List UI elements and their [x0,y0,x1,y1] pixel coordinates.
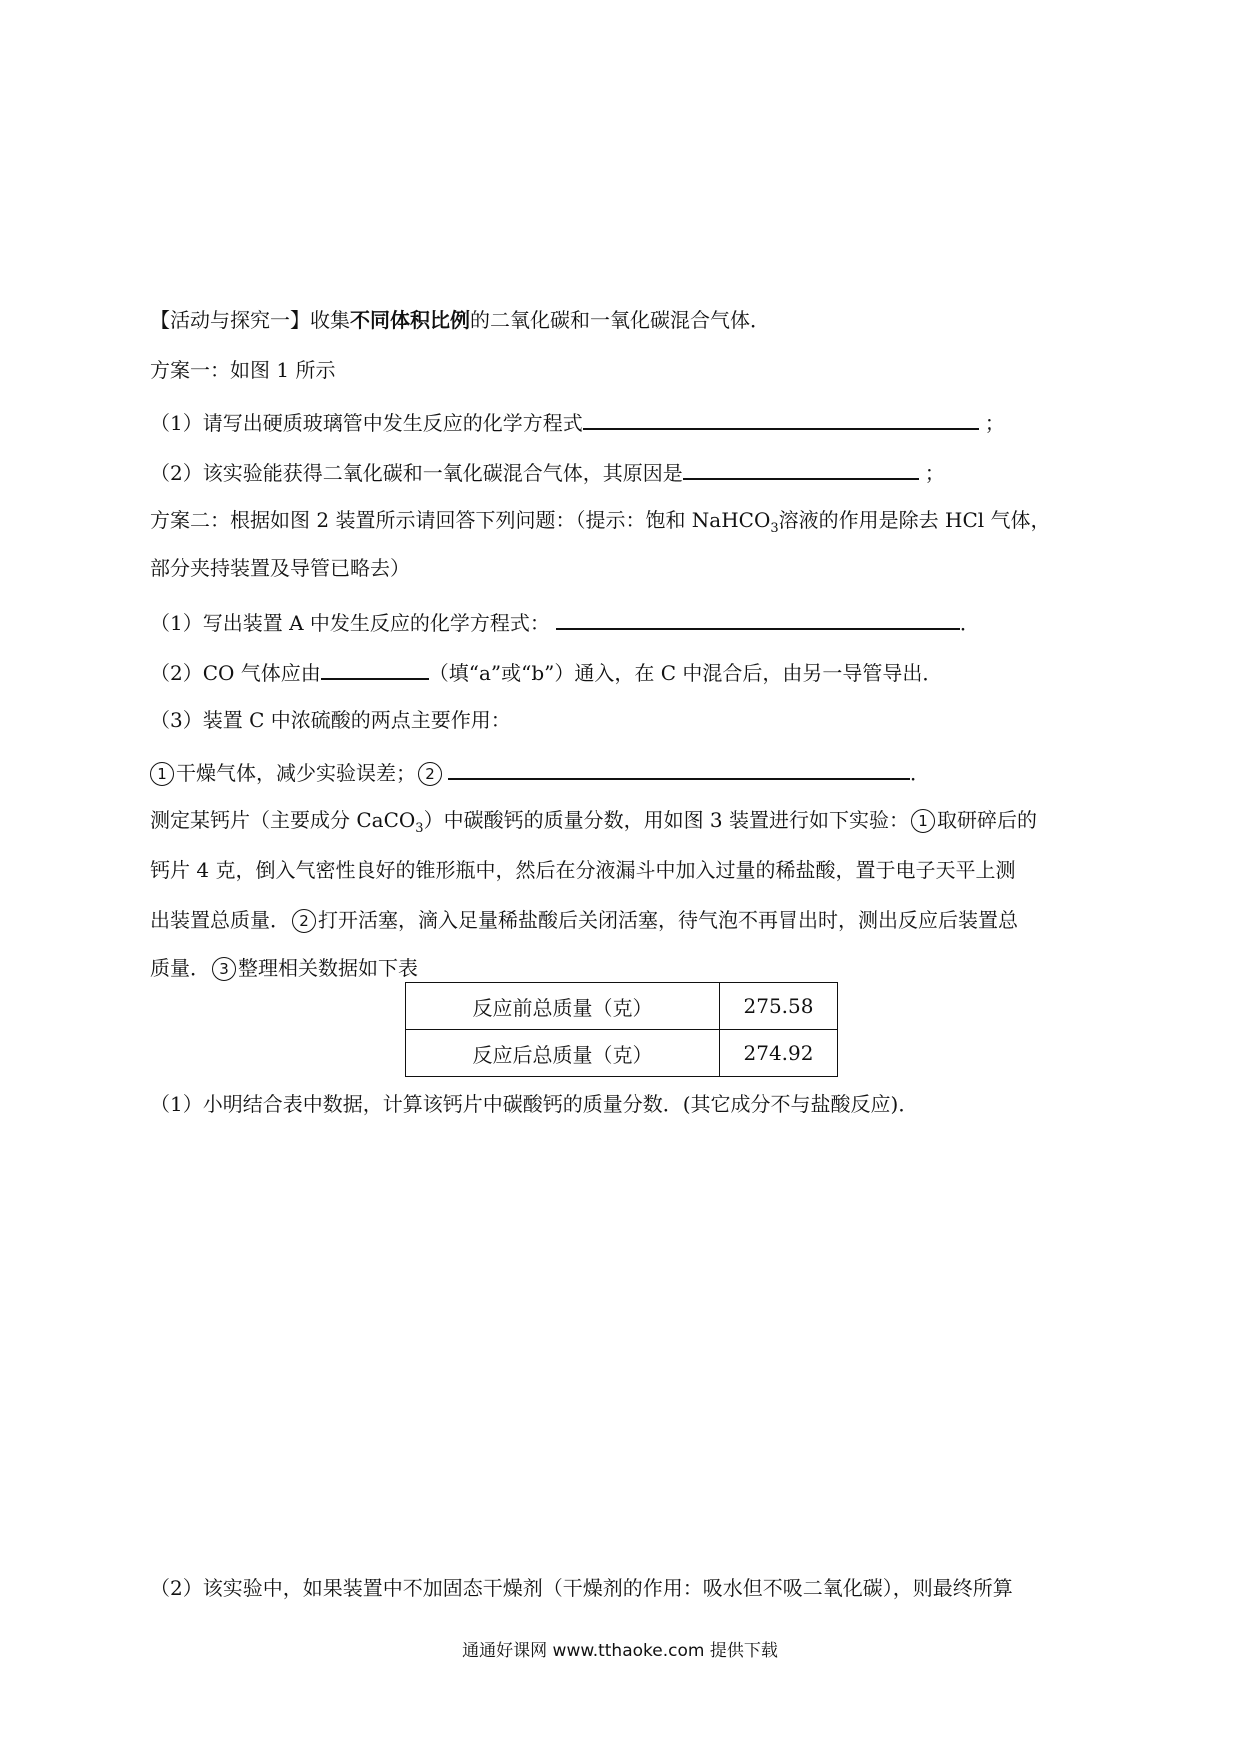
plan2-intro-b: 溶液的作用是除去 HCl 气体， [778,508,1051,532]
calcium-l1-a: 测定某钙片（主要成分 CaCO [150,808,416,832]
plan1-q1-answer-blank[interactable] [583,406,979,430]
question-2: （2）该实验中，如果装置中不加固态干燥剂（干燥剂的作用：吸水但不吸二氧化碳），则最终所算 [150,1576,1013,1600]
plan1-question-1 [150,406,1005,437]
circled-number-1: 1 [150,762,174,786]
table-row [406,983,838,1030]
plan2-q3-end: ． [910,761,930,785]
plan1-q2-end: ； [924,461,945,485]
calcium-line-4 [150,954,418,982]
plan2-intro [150,506,1051,543]
calcium-l1-subscript: 3 [415,821,424,836]
plan2-question-3-answers [150,756,930,787]
activity-prefix: 【活动与探究一】收集 [150,308,350,332]
circled-number-2: 2 [418,762,442,786]
plan2-q2-text-a: （2）CO 气体应由 [150,661,321,685]
plan1-q2-text: （2）该实验能获得二氧化碳和一氧化碳混合气体，其原因是 [150,461,683,485]
table-row [406,1030,838,1077]
plan1-q2-answer-blank[interactable] [683,456,919,480]
plan2-question-1 [150,606,980,637]
question-1: （1）小明结合表中数据，计算该钙片中碳酸钙的质量分数．(其它成分不与盐酸反应)． [150,1092,919,1116]
plan1-q1-end: ； [984,411,1005,435]
activity-heading [150,306,770,334]
calcium-l4-b: 整理相关数据如下表 [238,956,418,980]
plan2-question-2 [150,656,942,687]
plan2-q1-text: （1）写出装置 A 中发生反应的化学方程式： [150,611,550,635]
mass-data-table [405,982,838,1077]
plan2-q1-end: ． [959,611,980,635]
circled-number-1: 1 [911,809,935,833]
calcium-l3-b: 打开活塞，滴入足量稀盐酸后关闭活塞，待气泡不再冒出时，测出反应后装置总 [318,908,1018,932]
calcium-l4-a: 质量． [150,956,210,980]
table-cell-label: 反应后总质量（克） [406,1030,720,1077]
circled-number-3: 3 [212,957,236,981]
plan2-q2-answer-blank[interactable] [321,656,429,680]
calcium-l1-c: 取研碎后的 [937,808,1038,832]
table-cell-label: 反应前总质量（克） [406,983,720,1030]
plan2-q1-answer-blank[interactable] [556,606,960,630]
calcium-l3-a: 出装置总质量． [150,908,290,932]
plan2-intro-subscript: 3 [770,521,779,536]
table-cell-value: 274.92 [720,1030,838,1077]
plan2-q3-text-a: 干燥气体，减少实验误差； [176,761,416,785]
calcium-l1-b: ）中碳酸钙的质量分数，用如图 3 装置进行如下实验： [423,808,910,832]
plan1-q1-text: （1）请写出硬质玻璃管中发生反应的化学方程式 [150,411,583,435]
activity-suffix: 的二氧化碳和一氧化碳混合气体． [470,308,770,332]
plan2-q2-text-b: （填“a”或“b”）通入，在 C 中混合后，由另一导管导出． [428,661,943,685]
table-cell-value: 275.58 [720,983,838,1030]
plan2-q3-answer-blank[interactable] [448,756,910,780]
circled-number-2: 2 [292,909,316,933]
page-footer: 通通好课网 www.tthaoke.com 提供下载 [462,1641,778,1661]
plan1-title: 方案一：如图 1 所示 [150,358,336,382]
activity-emphasis: 不同体积比例 [350,308,470,332]
plan2-intro-a: 方案二：根据如图 2 装置所示请回答下列问题：（提示：饱和 NaHCO [150,508,771,532]
calcium-line-3 [150,906,1018,934]
calcium-line-1 [150,806,1037,843]
plan2-intro-continued: 部分夹持装置及导管已略去） [150,556,410,580]
plan1-question-2 [150,456,945,487]
calcium-line-2: 钙片 4 克，倒入气密性良好的锥形瓶中，然后在分液漏斗中加入过量的稀盐酸，置于电子天平上测 [150,858,1016,882]
plan2-question-3: （3）装置 C 中浓硫酸的两点主要作用： [150,708,511,732]
